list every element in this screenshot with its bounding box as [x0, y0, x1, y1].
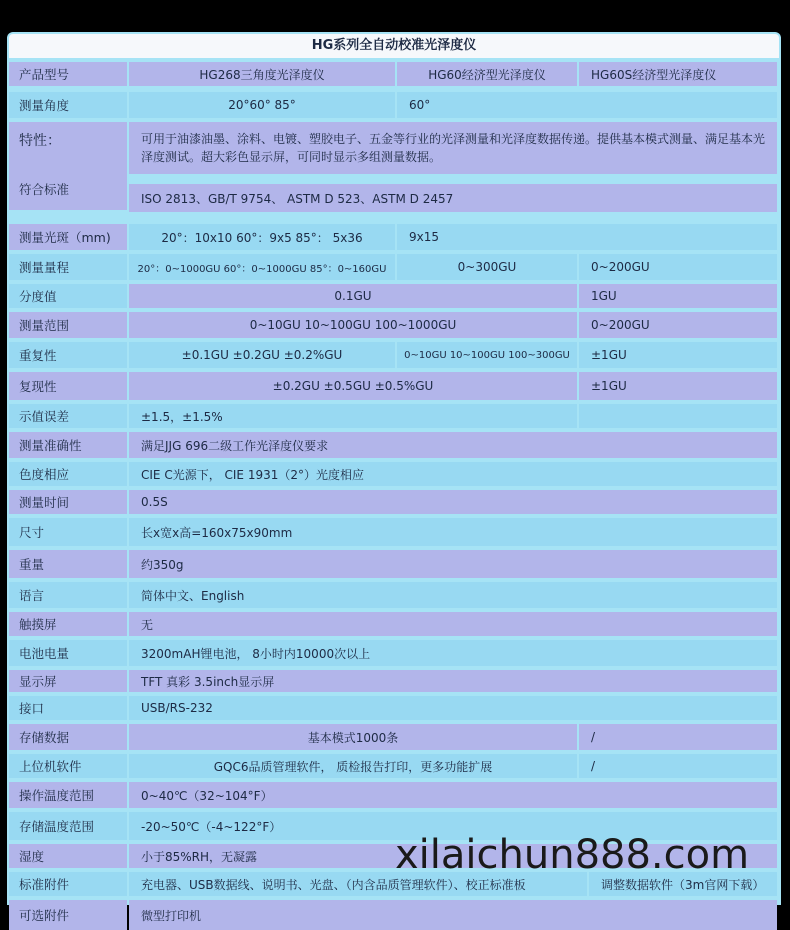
row-value: 60° [397, 92, 777, 118]
row-label: 操作温度范围 [9, 782, 127, 808]
row-value: 约350g [129, 550, 777, 578]
row-value: 长x宽x高=160x75x90mm [129, 518, 777, 546]
row-label: 存储数据 [9, 724, 127, 750]
row-label: 分度值 [9, 284, 127, 308]
row-value: ±1GU [579, 372, 777, 400]
row-label: 测量准确性 [9, 432, 127, 458]
row-value [579, 404, 777, 428]
row-value: ±1.5，±1.5% [129, 404, 577, 428]
row-label: 上位机软件 [9, 754, 127, 778]
row-value: 0.5S [129, 490, 777, 514]
row-label: 复现性 [9, 372, 127, 400]
row-value: ±1GU [579, 342, 777, 368]
row-label: 重量 [9, 550, 127, 578]
row-value: 0~200GU [579, 312, 777, 338]
row-value: HG60经济型光泽度仪 [397, 62, 577, 86]
row-label: 显示屏 [9, 670, 127, 692]
row-label: 接口 [9, 696, 127, 720]
row-label: 可选附件 [9, 900, 127, 930]
row-label [9, 122, 127, 210]
row-value: 满足JJG 696二级工作光泽度仪要求 [129, 432, 777, 458]
row-value: 调整数据软件（3m官网下载） [589, 872, 777, 896]
row-value: 小于85%RH，无凝露 [129, 844, 777, 868]
row-value: HG60S经济型光泽度仪 [579, 62, 777, 86]
row-value: 20°60° 85° [129, 92, 395, 118]
row-value: 基本模式1000条 [129, 724, 577, 750]
row-value: 20°：10x10 60°：9x5 85°： 5x36 [129, 224, 395, 250]
row-value: 简体中文、English [129, 582, 777, 608]
row-label: 测量量程 [9, 254, 127, 280]
row-label: 产品型号 [9, 62, 127, 86]
row-value: / [579, 724, 777, 750]
row-value: GQC6品质管理软件， 质检报告打印，更多功能扩展 [129, 754, 577, 778]
row-label: 色度相应 [9, 462, 127, 486]
row-value: USB/RS-232 [129, 696, 777, 720]
table-title: HG系列全自动校准光泽度仪 [9, 34, 779, 58]
row-label: 测量光斑（mm) [9, 224, 127, 250]
row-label-text: 特性： [19, 133, 61, 149]
row-value: 9x15 [397, 224, 777, 250]
row-label: 测量时间 [9, 490, 127, 514]
row-value: 0~10GU 10~100GU 100~300GU [397, 342, 577, 368]
row-value: ±0.2GU ±0.5GU ±0.5%GU [129, 372, 577, 400]
watermark-text: xilaichun888.com [395, 832, 750, 878]
row-value: 3200mAH锂电池， 8小时内10000次以上 [129, 640, 777, 666]
row-label: 尺寸 [9, 518, 127, 546]
row-value: 20°：0~1000GU 60°：0~1000GU 85°：0~160GU [129, 254, 395, 280]
row-value: / [579, 754, 777, 778]
row-value: ±0.1GU ±0.2GU ±0.2%GU [129, 342, 395, 368]
row-label: 触摸屏 [9, 612, 127, 636]
row-value: HG268三角度光泽度仪 [129, 62, 395, 86]
row-value: 微型打印机 [129, 900, 777, 930]
row-label: 示值误差 [9, 404, 127, 428]
row-label: 标准附件 [9, 872, 127, 896]
row-label: 湿度 [9, 844, 127, 868]
row-label: 语言 [9, 582, 127, 608]
row-label: 电池电量 [9, 640, 127, 666]
row-value: 充电器、USB数据线、说明书、光盘、（内含品质管理软件）、校正标准板 [129, 872, 587, 896]
row-value: 0~200GU [579, 254, 777, 280]
row-label: 重复性 [9, 342, 127, 368]
row-value: 0~10GU 10~100GU 100~1000GU [129, 312, 577, 338]
row-value: CIE C光源下， CIE 1931（2°）光度相应 [129, 462, 777, 486]
row-value: -20~50℃（-4~122°F） [129, 812, 777, 840]
row-label: 测量角度 [9, 92, 127, 118]
row-value: 无 [129, 612, 777, 636]
row-value: 0~40℃（32~104°F） [129, 782, 777, 808]
row-value: 0.1GU [129, 284, 577, 308]
row-value: TFT 真彩 3.5inch显示屏 [129, 670, 777, 692]
row-value: 0~300GU [397, 254, 577, 280]
row-value: 可用于油漆油墨、涂料、电镀、塑胶电子、五金等行业的光泽测量和光泽度数据传递。提供基本模式测量、满足基本光泽度测试。超大彩色显示屏，可同时显示多组测量数据。 [129, 122, 777, 174]
row-label: 存储温度范围 [9, 812, 127, 840]
row-value: ISO 2813、GB/T 9754、 ASTM D 523、ASTM D 2457 [129, 184, 777, 212]
row-label: 测量范围 [9, 312, 127, 338]
row-value: 1GU [579, 284, 777, 308]
row-label-text: 符合标准 [19, 182, 70, 197]
